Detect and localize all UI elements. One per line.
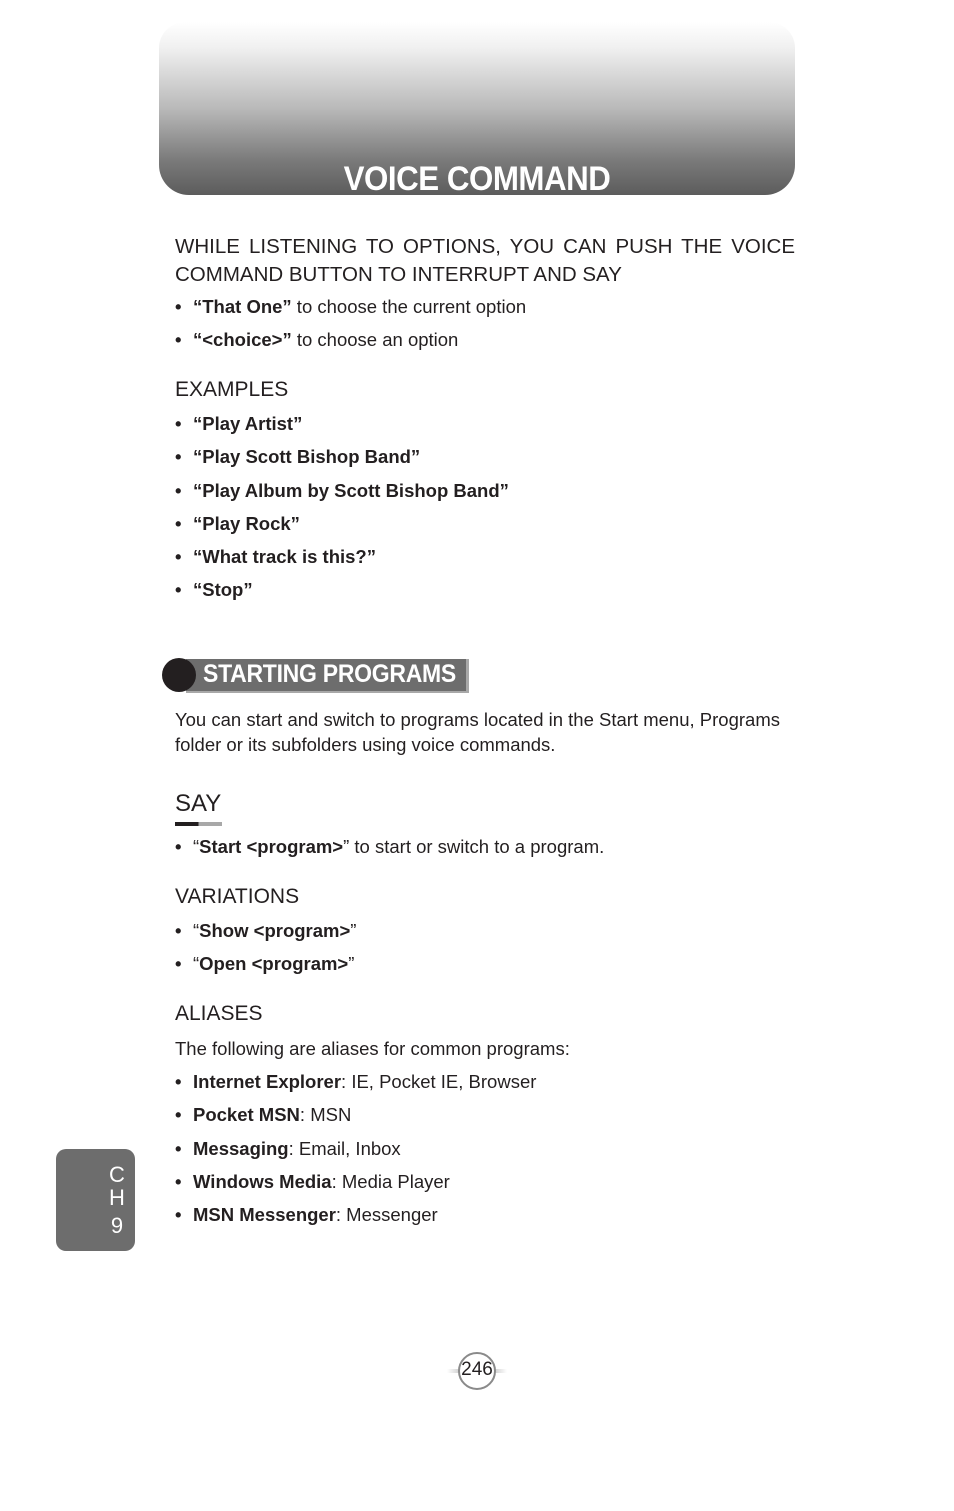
aliases-list bbox=[175, 1071, 536, 1237]
variations-list bbox=[175, 920, 356, 987]
say-heading: SAY bbox=[175, 790, 222, 817]
listening-heading: WHILE LISTENING TO OPTIONS, YOU CAN PUSH THE VOICE COMMAND BUTTON TO INTERRUPT AND SAY bbox=[175, 235, 795, 286]
list-item: • “<choice>” to choose an option bbox=[175, 329, 526, 362]
list-item: • Pocket MSN: MSN bbox=[175, 1104, 536, 1137]
list-item: • Messaging: Email, Inbox bbox=[175, 1138, 536, 1171]
section-bullet-icon bbox=[162, 658, 196, 692]
chapter-tab-letter-h: H bbox=[109, 1185, 125, 1210]
chapter-tab-number: 9 bbox=[110, 1213, 124, 1238]
list-item: • “Play Rock” bbox=[175, 513, 509, 546]
chapter-header-band bbox=[159, 22, 795, 198]
list-item: • Internet Explorer: IE, Pocket IE, Browser bbox=[175, 1071, 536, 1104]
list-item: • “Play Album by Scott Bishop Band” bbox=[175, 480, 509, 513]
list-item: • “Show <program>” bbox=[175, 920, 356, 953]
listening-options-list bbox=[175, 296, 526, 363]
list-item: • “That One” to choose the current option bbox=[175, 296, 526, 329]
say-underline bbox=[175, 822, 222, 826]
examples-list bbox=[175, 413, 509, 613]
section-heading-starting-programs bbox=[162, 658, 467, 693]
list-item: • “Open <program>” bbox=[175, 953, 356, 986]
list-item: • “Stop” bbox=[175, 579, 509, 612]
list-item: • “What track is this?” bbox=[175, 546, 509, 579]
list-item: • “Start <program>” to start or switch to a program. bbox=[175, 836, 604, 869]
list-item: • “Play Scott Bishop Band” bbox=[175, 446, 509, 479]
say-list bbox=[175, 836, 604, 869]
chapter-tab-letter-c: C bbox=[109, 1162, 125, 1187]
page-number-badge bbox=[447, 1352, 507, 1390]
section-description: You can start and switch to programs located in the Start menu, Programs folder or its subfolders using voice commands. bbox=[175, 709, 780, 755]
chapter-tab bbox=[56, 1149, 135, 1251]
aliases-heading: ALIASES bbox=[175, 1002, 263, 1025]
aliases-intro: The following are aliases for common programs: bbox=[175, 1038, 570, 1059]
list-item: • MSN Messenger: Messenger bbox=[175, 1204, 536, 1237]
section-title: STARTING PROGRAMS bbox=[203, 660, 456, 688]
page-number: 246 bbox=[461, 1359, 493, 1380]
variations-heading: VARIATIONS bbox=[175, 885, 300, 908]
list-item: • Windows Media: Media Player bbox=[175, 1171, 536, 1204]
page-title: VOICE COMMAND bbox=[343, 160, 611, 198]
list-item: • “Play Artist” bbox=[175, 413, 509, 446]
examples-heading: EXAMPLES bbox=[175, 378, 289, 401]
